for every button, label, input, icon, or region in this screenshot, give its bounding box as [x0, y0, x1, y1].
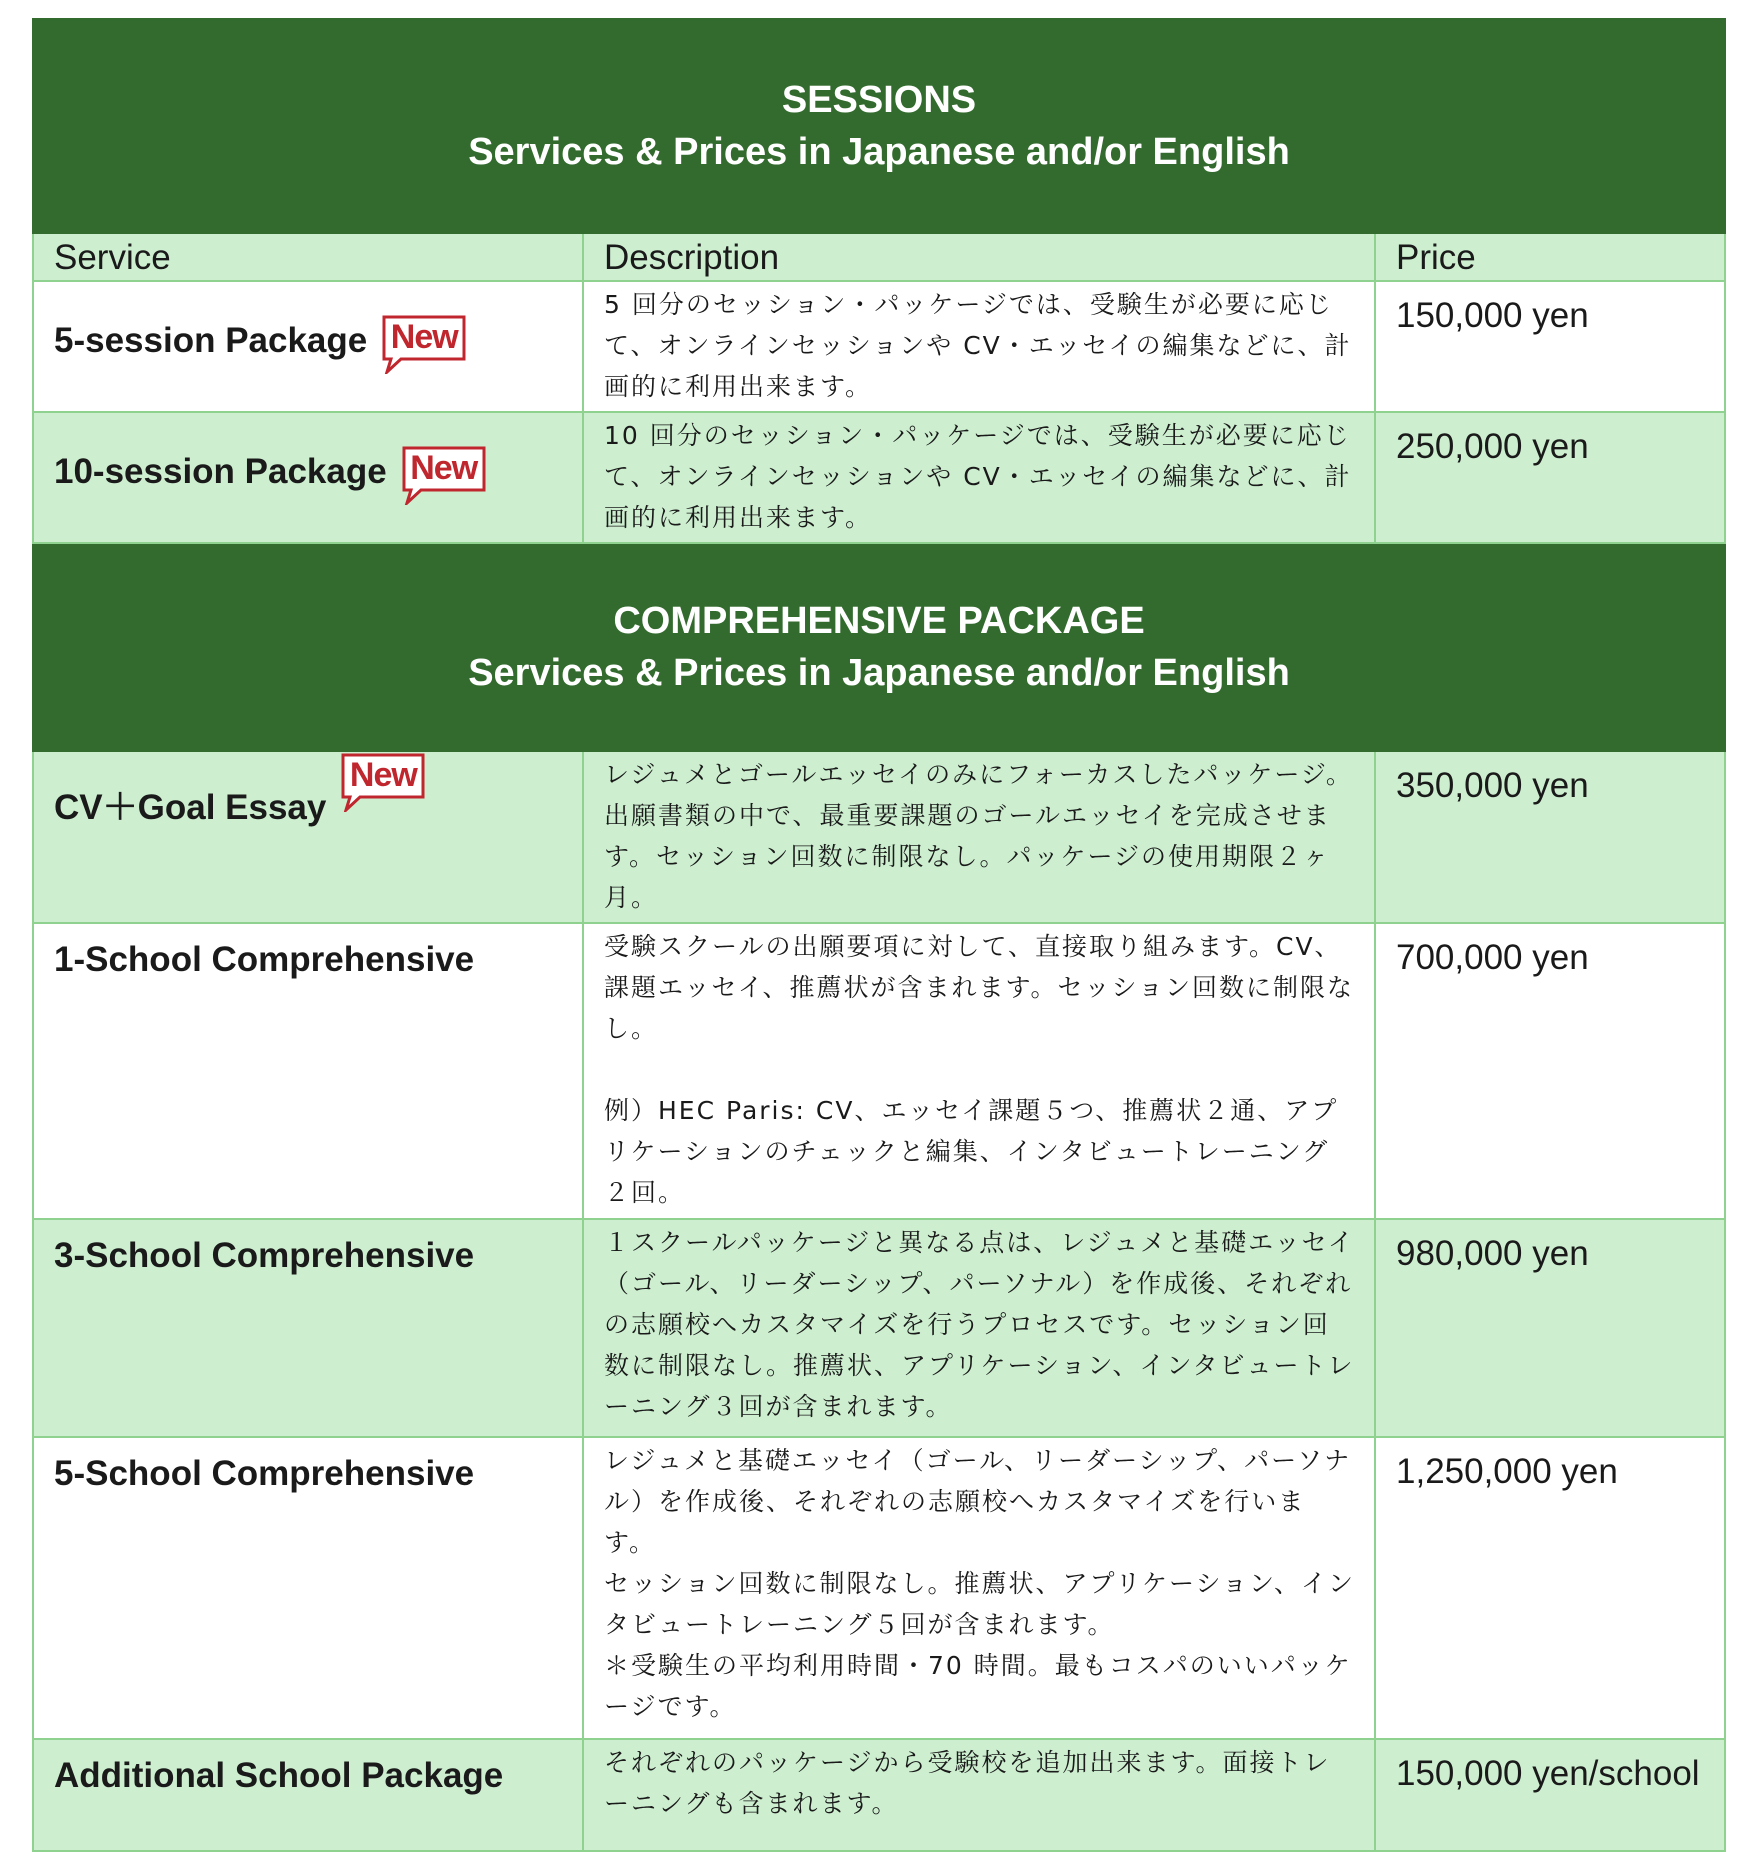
service-cell — [33, 1739, 583, 1851]
sessions-banner — [33, 19, 1725, 233]
table-row — [33, 751, 1725, 923]
service-cell — [33, 1437, 583, 1739]
service-name: CV＋Goal Essay — [54, 788, 327, 827]
column-header-description: Description — [583, 233, 1375, 281]
description-cell: 受験スクールの出願要項に対して、直接取り組みます。CV、課題エッセイ、推薦状が含まれます。セッション回数に制限なし。 例）HEC Paris: CV、エッセイ課題５つ、推薦状２通、アプリケーションのチェックと編集、インタビュートレーニング２回。 — [583, 923, 1375, 1219]
service-name: 10-session Package — [54, 452, 387, 492]
description-cell: １スクールパッケージと異なる点は、レジュメと基礎エッセイ（ゴール、リーダーシップ、パーソナル）を作成後、それぞれの志願校へカスタマイズを行うプロセスです。セッション回数に制限なし。推薦状、アプリケーション、インタビュートレーニング３回が含まれます。 — [583, 1219, 1375, 1437]
service-name: Additional School Package — [54, 1755, 504, 1795]
price-cell: 350,000 yen — [1375, 751, 1725, 923]
new-badge-label: New — [349, 756, 417, 794]
table-row — [33, 1219, 1725, 1437]
service-name: 5-session Package — [54, 321, 368, 361]
table-row — [33, 281, 1725, 412]
table-row — [33, 1739, 1725, 1851]
service-name: 1-School Comprehensive — [54, 939, 475, 979]
table-row — [33, 923, 1725, 1219]
sessions-title: SESSIONS — [781, 79, 977, 121]
price-cell: 700,000 yen — [1375, 923, 1725, 1219]
new-badge — [381, 314, 467, 374]
sessions-subtitle: Services & Prices in Japanese and/or English — [468, 131, 1290, 173]
service-name: 5-School Comprehensive — [54, 1453, 475, 1493]
description-cell: レジュメとゴールエッセイのみにフォーカスしたパッケージ。出願書類の中で、最重要課題のゴールエッセイを完成させます。セッション回数に制限なし。パッケージの使用期限２ヶ月。 — [583, 751, 1375, 923]
column-header-service: Service — [33, 233, 583, 281]
service-cell — [33, 751, 583, 923]
table-row — [33, 1437, 1725, 1739]
price-cell: 250,000 yen — [1375, 412, 1725, 543]
price-cell: 150,000 yen — [1375, 281, 1725, 412]
service-cell — [33, 923, 583, 1219]
comprehensive-subtitle: Services & Prices in Japanese and/or English — [468, 652, 1290, 694]
new-badge-label: New — [390, 317, 458, 356]
column-header-price: Price — [1375, 233, 1725, 281]
service-cell — [33, 412, 583, 543]
service-cell — [33, 1219, 583, 1437]
comprehensive-banner — [33, 543, 1725, 751]
price-value: 150,000 yen/school — [1396, 1754, 1700, 1793]
description-cell: 5 回分のセッション・パッケージでは、受験生が必要に応じて、オンラインセッションや CV・エッセイの編集などに、計画的に利用出来ます。 — [583, 281, 1375, 412]
column-header-row — [33, 233, 1725, 281]
service-cell — [33, 281, 583, 412]
table-row — [33, 412, 1725, 543]
description-cell: レジュメと基礎エッセイ（ゴール、リーダーシップ、パーソナル）を作成後、それぞれの志願校へカスタマイズを行います。 セッション回数に制限なし。推薦状、アプリケーション、インタビュートレーニング５回が含まれます。 ＊受験生の平均利用時間・70 時間。最もコスパのいいパッケージです。 — [583, 1437, 1375, 1739]
new-badge — [401, 445, 487, 505]
new-badge-label: New — [410, 448, 478, 487]
comprehensive-title: COMPREHENSIVE PACKAGE — [613, 600, 1145, 642]
service-name: 3-School Comprehensive — [54, 1235, 475, 1275]
price-table-frame — [32, 18, 1724, 1852]
new-badge — [340, 752, 426, 812]
price-cell: 980,000 yen — [1375, 1219, 1725, 1437]
price-table — [32, 18, 1726, 1852]
price-cell — [1375, 1739, 1725, 1851]
description-cell: それぞれのパッケージから受験校を追加出来ます。面接トレーニングも含まれます。 — [583, 1739, 1375, 1851]
price-cell: 1,250,000 yen — [1375, 1437, 1725, 1739]
description-cell: 10 回分のセッション・パッケージでは、受験生が必要に応じて、オンラインセッションや CV・エッセイの編集などに、計画的に利用出来ます。 — [583, 412, 1375, 543]
